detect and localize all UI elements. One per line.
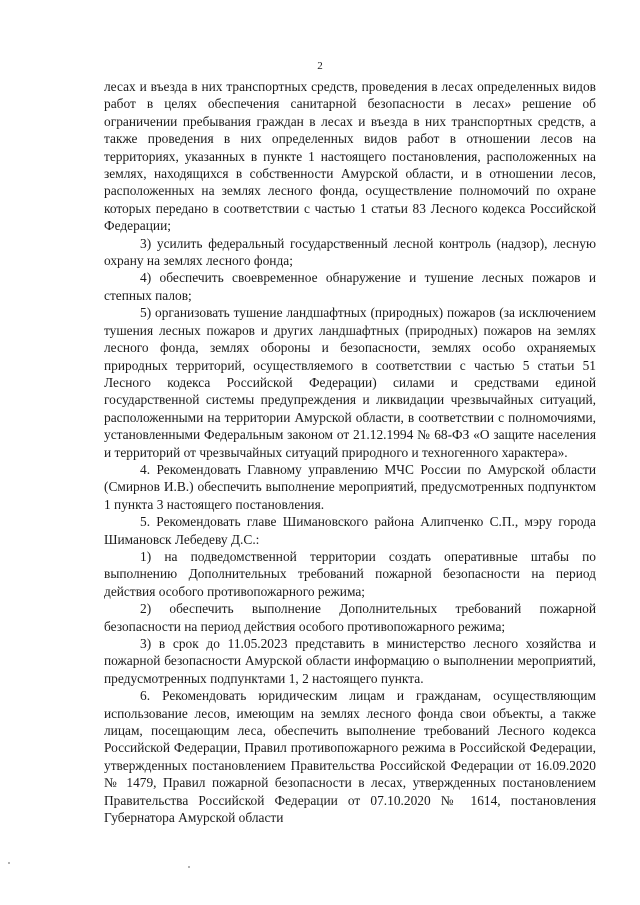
paragraph-point-5: 5. Рекомендовать главе Шимановского района Алипченко С.П., мэру города Шимановск Лебедеву Д.С.: bbox=[104, 514, 596, 547]
paragraph-item-5: 5) организовать тушение ландшафтных (природных) пожаров (за исключением тушения лесных пожаров и других ландшафтных (природных) пожаров на землях лесного фонда, землях обороны и безопасности, землях особо охраняемых природных территорий, осуществляемого в соответствии с частью 5 статьи 51 Лесного кодекса Российской Федерации) силами и средствами единой государственной системы предупреждения и ликвидации чрезвычайных ситуаций, расположенными на территории Амурской области, в соответствии с полномочиями, установленными Федеральным законом от 21.12.1994 № 68-ФЗ «О защите населения и территорий от чрезвычайных ситуаций природного и техногенного характера». bbox=[104, 305, 596, 460]
scan-artifact-dot bbox=[8, 862, 10, 864]
paragraph-point-4: 4. Рекомендовать Главному управлению МЧС России по Амурской области (Смирнов И.В.) обеспечить выполнение мероприятий, предусмотренных подпунктом 1 пункта 3 настоящего постановления. bbox=[104, 461, 596, 512]
paragraph-point-5-item-2: 2) обеспечить выполнение Дополнительных требований пожарной безопасности на период действия особого противопожарного режима; bbox=[104, 601, 596, 634]
scan-artifact-dot bbox=[188, 866, 190, 868]
document-body bbox=[104, 78, 596, 826]
paragraph-item-4: 4) обеспечить своевременное обнаружение и тушение лесных пожаров и степных палов; bbox=[104, 270, 596, 303]
paragraph-point-6: 6. Рекомендовать юридическим лицам и гражданам, осуществляющим использование лесов, имеющим на землях лесного фонда свои объекты, а также лицам, посещающим леса, обеспечить выполнение требований Лесного кодекса Российской Федерации, Правил противопожарного режима в Российской Федерации, утвержденных постановлением Правительства Российской Федерации от 16.09.2020 № 1479, Правил пожарной безопасности в лесах, утвержденных постановлением Правительства Российской Федерации от 07.10.2020 № 1614, постановления Губернатора Амурской области bbox=[104, 688, 596, 826]
paragraph-continuation: лесах и въезда в них транспортных средств, проведения в лесах определенных видов работ в целях обеспечения санитарной безопасности в лесах» решение об ограничении пребывания граждан в лесах и въезда в них транспортных средств, а также проведения в них определенных видов работ в отношении лесов на территориях, указанных в пункте 1 настоящего постановления, расположенных на землях, находящихся в собственности Амурской области, и в отношении лесов, расположенных на землях лесного фонда, осуществление полномочий по охране которых передано в соответствии с частью 1 статьи 83 Лесного кодекса Российской Федерации; bbox=[104, 79, 596, 234]
paragraph-item-3: 3) усилить федеральный государственный лесной контроль (надзор), лесную охрану на землях лесного фонда; bbox=[104, 235, 596, 269]
page-number: 2 bbox=[317, 60, 323, 72]
paragraph-point-5-item-1: 1) на подведомственной территории создать оперативные штабы по выполнению Дополнительных требований пожарной безопасности на период действия особого противопожарного режима; bbox=[104, 548, 596, 599]
paragraph-point-5-item-3: 3) в срок до 11.05.2023 представить в министерство лесного хозяйства и пожарной безопасности Амурской области информацию о выполнении мероприятий, предусмотренных подпунктами 1, 2 настоящего пункта. bbox=[104, 636, 596, 686]
